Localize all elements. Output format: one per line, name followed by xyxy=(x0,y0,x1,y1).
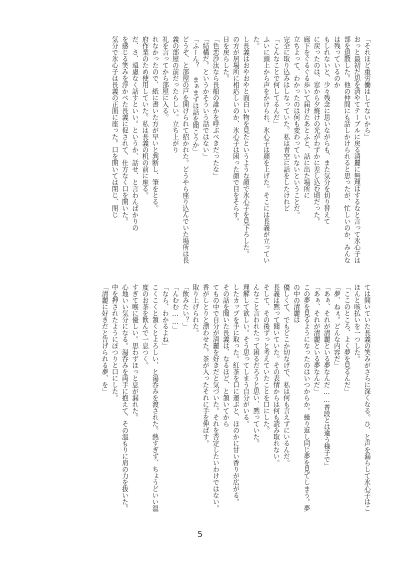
text-line: 府作業のため使用していた。私は長義の机の前に座る。 xyxy=(140,36,149,199)
text-line: 「こんなことで何してるんだ」 xyxy=(272,36,281,127)
text-line: 優しくて、でもどこか切なげで、私は何も言えずにいるんだ。 xyxy=(282,284,291,466)
text-block-top xyxy=(34,36,372,264)
text-line: れなかったので、紙に書いた方が早いと判断し、筆をとる。 xyxy=(151,36,160,212)
text-line: 気分で氷心子は長義の正面に座った。口を開いては閉じ、閉じ xyxy=(110,36,119,218)
text-line: ては開いていた長義の笑みがさらに深くなる。ひ、と声を漏らして氷心子はこほんと咳払いを一つした。 xyxy=(352,284,371,512)
text-line: どうぞ、と部屋の戸を開けられて招かれた。どうやら座り込んでいた場所は長義の部屋の前だったらしい。立ち上がり xyxy=(171,36,190,264)
text-line: んなこと言われたって困るだろうと思い、黙っていた。 xyxy=(251,284,260,447)
text-line: 香がしとりと漂わせた。茶が入ったそれに手を伸ばす。 xyxy=(201,284,210,447)
text-line: 心地いい気分になる。湯呑みを両手に抱えて、その温もりに肩の力を抜いた。 xyxy=(120,284,129,512)
text-line: したカップを手に取った。紅茶を口に運ぶと、ほのかに甘い香りが広がる。 xyxy=(231,284,240,505)
text-line: 「ふーん？ まぁまずは話を聞こうか」 xyxy=(191,36,200,155)
text-line: 取り上げられた。 xyxy=(191,284,200,336)
text-line: の方が居場所に相応しいのか、氷心子は困った顔で目をそらす。 xyxy=(231,36,240,225)
text-line: 長義は黙って聞いていた。その表情からは何も読み取れない。 xyxy=(272,284,281,466)
text-line: 「飲みたい？」 xyxy=(181,284,190,330)
text-line: 「あぁ、それが清麗といる夢なんだ」 xyxy=(312,284,321,395)
text-line: おっと最初だ思を済やてテーブルに戻る清麗に無理はするなと言って氷心子は部を退散した。他の仲間にも話しかけられると思ったが、忙しいのか、みんなは残っているのか xyxy=(332,36,361,264)
text-line: もしれないと、少々残念に思いながらも、また気分を切り替えて xyxy=(322,36,331,225)
text-line: ふいに頭上から声をかけられ、氷心子は顔を上げた。そこには長義が立っていた。 xyxy=(251,36,271,264)
text-line: こくこくと頷くとよろしい、と湯呑みを渡された。熱すぎず、ちょうどいい温度のお茶を飲んで一息つく。 xyxy=(140,284,160,512)
page-number: 5 xyxy=(197,530,203,539)
text-line: 「夢、ねぇ。どんな内容だ」 xyxy=(332,284,341,369)
text-line: その話を聞いた長義は、なるほど、と頷いてから xyxy=(221,284,230,427)
text-line: 理解して欲しい。そう思ってしまう自分がいる。 xyxy=(241,284,250,427)
text-line: 日を戻らした。 xyxy=(221,36,230,82)
text-line: 「なら、わかるよね」 xyxy=(161,284,170,349)
text-line: 「ここのところ、よく夢を見るんだ」 xyxy=(342,284,351,395)
text-line: 廊下をぐるぐる歩いて届けたあとふと、話に出た場所に xyxy=(302,36,311,199)
text-line: だ、さ、遠慮なく話すといい。というか、話せ、と言わんばかりの xyxy=(130,36,139,231)
text-line: てもの中で自分が清麗を好きだと気づいた。それを否定したいわけではない。 xyxy=(211,284,220,512)
text-line: 中を押されたようにぽつりと口にした。 xyxy=(110,284,119,401)
text-line: 「あぁ、それが清麗といる夢なんだ……普段とは違う様子で」 xyxy=(322,284,331,469)
text-line: を感じる笑みを浮かべた長義に促されて、仕方なく口を開いた。 xyxy=(120,36,129,225)
text-line: 「結構だ。というかそういう話ではない」 xyxy=(201,36,210,160)
text-line: 「それほど重労働はしてないから」 xyxy=(363,36,371,140)
text-line: に戻ったのは、窓から夕焼けの光がわずかに差し込む頃だった。 xyxy=(312,36,321,225)
text-line: 「んむむ……」 xyxy=(171,284,180,333)
text-line: し長義はおやおやと面白い物を見たというような顔で氷心子を見下ろした。 xyxy=(241,36,250,257)
text-line: 完全に取り込みはしなっていた。私は青空に話をしたけれど xyxy=(282,36,291,212)
text-line: この夢を見るようになったのはいつからか。繰り返し同じ夢を見てしまう。夢の中の清麗は xyxy=(292,284,311,512)
text-line: すぎて喉に優しい。思わずほっと息が漏れた。 xyxy=(130,284,139,421)
text-line: そして、その後ずっと考えていたことを口にした。 xyxy=(262,284,271,434)
text-line: 「清麗に好きだと告げられる夢、を」 xyxy=(100,284,109,395)
text-line: 「色恋沙汰なら長船の誰かを呼ぶべきだったな」 xyxy=(211,36,220,179)
text-line: 礼を言ってから部屋に入る。 xyxy=(161,36,170,121)
text-line: 立ちよって、わかったのは何も変わっていないということだ。 xyxy=(292,36,301,218)
text-block-bottom xyxy=(34,284,372,512)
